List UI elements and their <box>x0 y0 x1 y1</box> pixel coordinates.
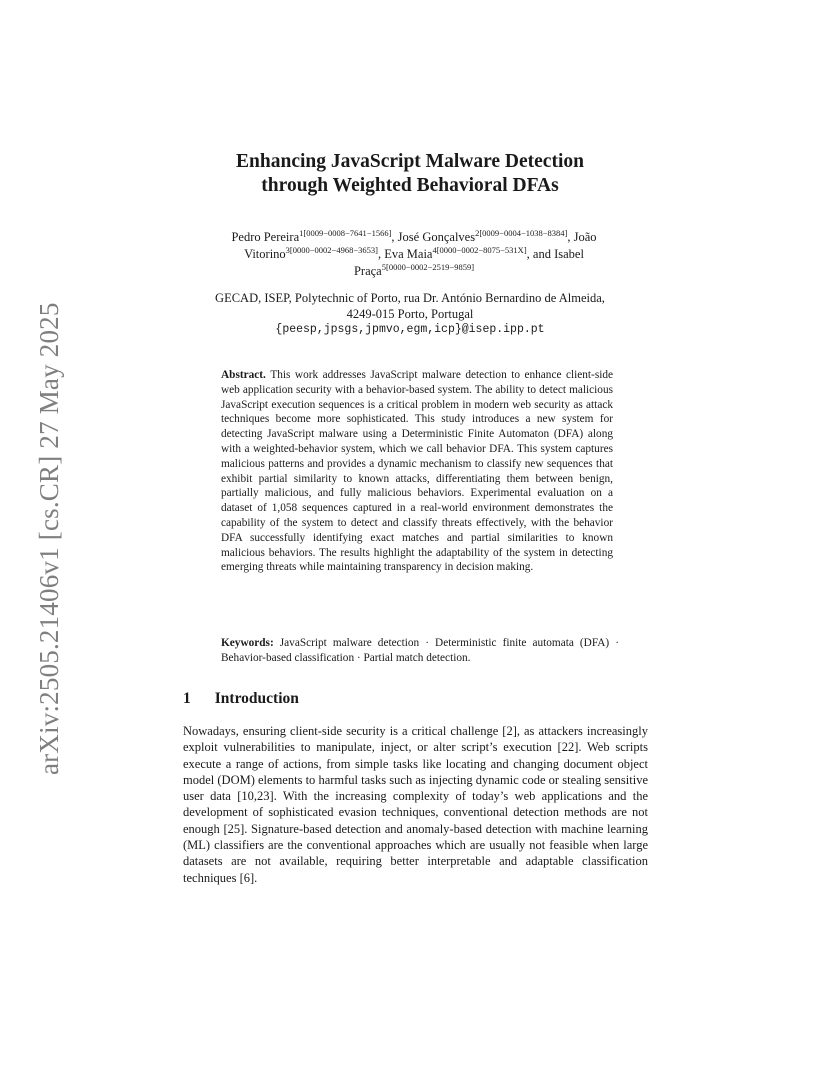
author-orcid: 5[0000−0002−2519−9859] <box>381 262 475 272</box>
author-emails: {peesp,jpsgs,jpmvo,egm,icp}@isep.ipp.pt <box>275 323 545 336</box>
title-line-2: through Weighted Behavioral DFAs <box>261 175 559 196</box>
keywords-label: Keywords: <box>221 637 280 649</box>
title-line-1: Enhancing JavaScript Malware Detection <box>236 151 584 172</box>
body-paragraph: Nowadays, ensuring client-side security is a critical challenge [2], as attackers increasingly exploit vulnerabilities to manipulate, inject, or alter script’s execution [22]. Web scripts execute a range of actions, from simple tasks like locating and changing document object model (DOM) elements to harmful tasks such as injecting dynamic code or stealing sensitive user data [10,23]. With the increasing complexity of today’s web applications and the development of sophisticated evasion techniques, conventional detection methods are not enough [25]. Signature-based detection and anomaly-based detection with machine learning (ML) classifiers are the conventional approaches which are usually not feasible when large datasets are not available, requiring better interpretable and adaptable classification techniques [6]. <box>183 724 648 885</box>
author-line-2 <box>175 246 653 263</box>
section-title: Introduction <box>214 690 299 707</box>
author-name-part: Vitorino <box>244 247 286 261</box>
author-orcid: 3[0000−0002−4968−3653] <box>285 245 378 255</box>
author-name-part: Praça <box>353 264 382 278</box>
author-line-3 <box>175 263 653 280</box>
affiliation-line-2: 4249-015 Porto, Portugal <box>346 307 474 321</box>
author-list <box>175 229 653 280</box>
author-separator: , <box>567 230 574 244</box>
affiliation-block <box>160 290 660 338</box>
abstract <box>221 368 613 575</box>
keywords-text: JavaScript malware detection · Deterministic finite automata (DFA) · Behavior-based classification · Partial match detection. <box>221 637 619 664</box>
paper-title <box>160 150 660 198</box>
author-separator: , <box>391 230 398 244</box>
abstract-label: Abstract. <box>221 369 271 381</box>
author-orcid: 4[0000−0002−8075−531X] <box>432 245 527 255</box>
abstract-text: This work addresses JavaScript malware detection to enhance client-side web application security with a behavior-based system. The ability to detect malicious JavaScript execution sequences is a critical problem in modern web security as attack techniques become more sophisticated. This study introduces a new system for detecting JavaScript malware using a Deterministic Finite Automaton (DFA) along with a weighted-behavior system, which we call behavior DFA. This system captures malicious patterns and provides a dynamic mechanism to classify new sequences that exhibit partial similarity to known attacks, differentiating them between benign, partially malicious, and fully malicious behaviors. Experimental evaluation on a dataset of 1,058 sequences captured in a real-world environment demonstrates the capability of the system to detect and classify threats effectively, with the behavior DFA successfully identifying exact matches and partial similarities to known malicious behaviors. The results highlight the adaptability of the system in detecting emerging threats while maintaining transparency in decision making. <box>221 369 614 574</box>
author-line-1 <box>175 229 653 246</box>
keywords <box>221 636 619 666</box>
author-orcid: 2[0009−0004−1038−8384] <box>475 228 568 238</box>
author-name: José Gonçalves <box>397 230 476 244</box>
author-name-part: João <box>573 230 597 244</box>
author-separator: , <box>377 247 385 261</box>
author-orcid: 1[0009−0008−7641−1566] <box>299 228 392 238</box>
affiliation-line-1: GECAD, ISEP, Polytechnic of Porto, rua Dr. António Bernardino de Almeida, <box>215 291 605 305</box>
author-conjunction: , and Isabel <box>526 247 584 261</box>
author-name: Pedro Pereira <box>231 230 300 244</box>
author-name: Eva Maia <box>384 247 433 261</box>
section-heading-introduction <box>183 690 299 708</box>
section-number: 1 <box>183 690 191 707</box>
arxiv-identifier-stamp: arXiv:2505.21406v1 [cs.CR] 27 May 2025 <box>34 302 64 775</box>
